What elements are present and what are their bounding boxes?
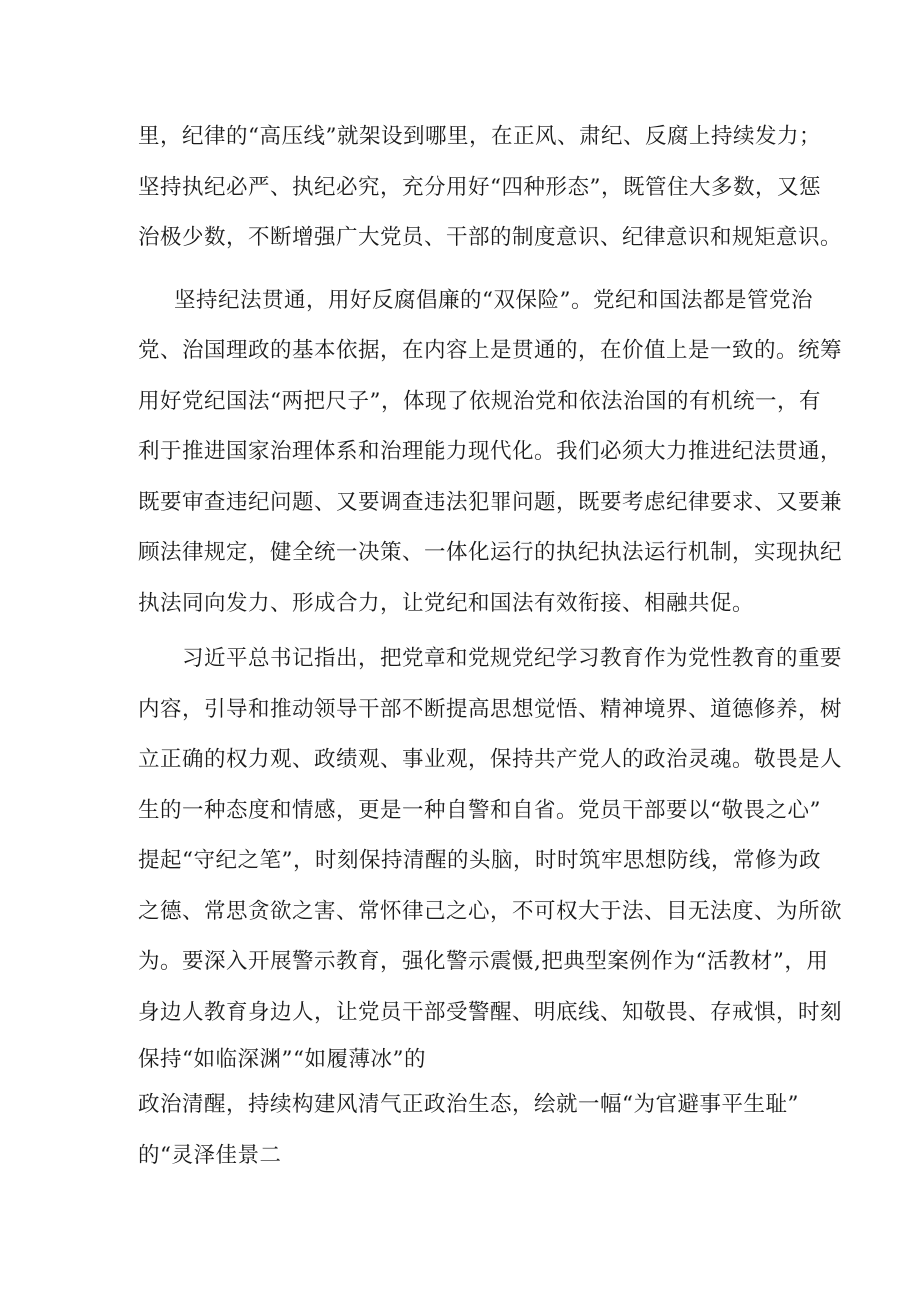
text-line: 为。要深入开展警示教育，强化警示震慑,把典型案例作为“活教材”，用 [138, 949, 829, 974]
text-line: 生的一种态度和情感，更是一种自警和自省。党员干部要以“敬畏之心” [138, 798, 821, 823]
text-line: 政治清醒，持续构建风清气正政治生态，绘就一幅“为官避事平生耻” [138, 1092, 799, 1117]
text-line: 里，纪律的“高压线”就架设到哪里，在正风、肃纪、反腐上持续发力； [138, 124, 821, 149]
text-line: 用好党纪国法“两把尺子”，体现了依规治党和依法治国的有机统一，有 [138, 389, 821, 414]
text-line: 利于推进国家治理体系和治理能力现代化。我们必须大力推进纪法贯通， [138, 439, 843, 464]
text-line: 治极少数，不断增强广大党员、干部的制度意识、纪律意识和规矩意识。 [138, 225, 843, 250]
text-line: 执法同向发力、形成合力，让党纪和国法有效衔接、相融共促。 [138, 591, 755, 616]
text-line: 身边人教育身边人，让党员干部受警醒、明底线、知敬畏、存戒惧，时刻 [138, 1000, 843, 1025]
text-line: 保持“如临深渊”“如履薄冰”的 [138, 1047, 426, 1072]
text-line: 习近平总书记指出，把党章和党规党纪学习教育作为党性教育的重要 [182, 646, 843, 671]
text-line: 既要审查违纪问题、又要调查违法犯罪问题，既要考虑纪律要求、又要兼 [138, 490, 843, 515]
text-line: 坚持执纪必严、执纪必究，充分用好“四种形态”，既管住大多数，又惩 [138, 175, 821, 200]
text-line: 立正确的权力观、政绩观、事业观，保持共产党人的政治灵魂。敬畏是人 [138, 747, 843, 772]
text-line: 顾法律规定，健全统一决策、一体化运行的执纪执法运行机制，实现执纪 [138, 540, 843, 565]
text-line: 坚持纪法贯通，用好反腐倡廉的“双保险”。党纪和国法都是管党治 [174, 288, 813, 313]
text-line: 提起“守纪之笔”，时刻保持清醒的头脑，时时筑牢思想防线，常修为政 [138, 848, 821, 873]
text-line: 内容，引导和推动领导干部不断提高思想觉悟、精神境界、道德修养，树 [138, 697, 843, 722]
text-line: 党、治国理政的基本依据，在内容上是贯通的，在价值上是一致的。统筹 [138, 338, 843, 363]
text-line: 的“灵泽佳景二 [138, 1143, 282, 1168]
text-line: 之德、常思贪欲之害、常怀律己之心，不可权大于法、目无法度、为所欲 [138, 899, 843, 924]
